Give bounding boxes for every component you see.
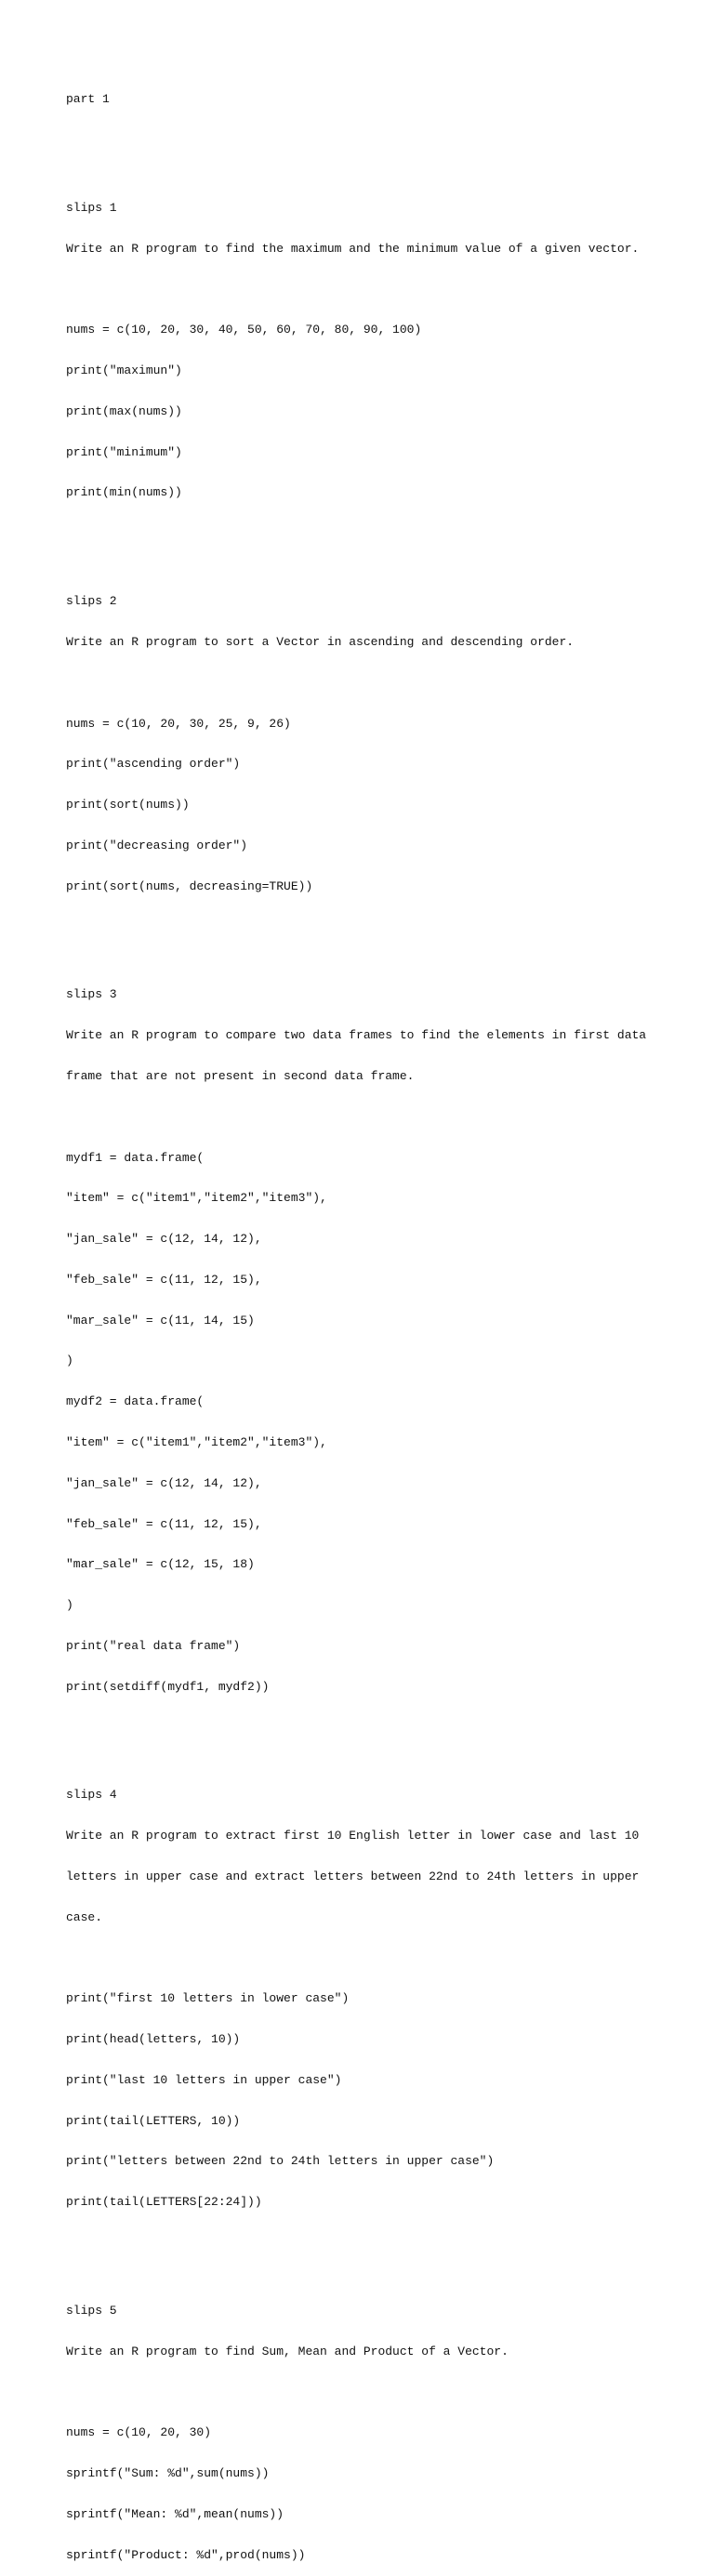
code-line: "jan_sale" = c(12, 14, 12), [66, 1475, 262, 1490]
code-line: print("first 10 letters in lower case") [66, 1991, 350, 2006]
question-line: letters in upper case and extract letters between 22nd to 24th letters in upper [66, 1869, 640, 1883]
spacer [66, 2237, 698, 2251]
spacer [66, 134, 698, 148]
code-line: print("real data frame") [66, 1638, 241, 1653]
code-line: ) [66, 1598, 73, 1613]
spacer [66, 677, 698, 691]
code-line: sprintf("Product: %d",prod(nums)) [66, 2547, 306, 2562]
code-line: print("ascending order") [66, 757, 241, 772]
question-line: Write an R program to extract first 10 English letter in lower case and last 10 [66, 1829, 640, 1843]
code-line: print(tail(LETTERS[22:24])) [66, 2195, 262, 2210]
code-line: print("minimum") [66, 444, 182, 459]
code-line: "feb_sale" = c(11, 12, 15), [66, 1516, 262, 1531]
question-line: case. [66, 1909, 103, 1924]
spacer [66, 527, 698, 541]
document-heading: part 1 [66, 92, 110, 107]
section-title: slips 5 [66, 2303, 117, 2318]
code-line: print(head(letters, 10)) [66, 2032, 241, 2047]
spacer [66, 1721, 698, 1735]
code-line: print(setdiff(mydf1, mydf2)) [66, 1679, 270, 1694]
question-line: Write an R program to compare two data frames to find the elements in first data [66, 1028, 647, 1043]
code-line: sprintf("Mean: %d",mean(nums)) [66, 2506, 284, 2521]
code-line: print(sort(nums)) [66, 798, 190, 812]
code-line: print(sort(nums, decreasing=TRUE)) [66, 878, 313, 893]
code-line: "mar_sale" = c(12, 15, 18) [66, 1557, 255, 1572]
code-line: "jan_sale" = c(12, 14, 12), [66, 1232, 262, 1247]
code-line: nums = c(10, 20, 30) [66, 2425, 212, 2440]
code-line: "feb_sale" = c(11, 12, 15), [66, 1272, 262, 1287]
question-line: Write an R program to sort a Vector in ascending and descending order. [66, 634, 575, 649]
code-line: print("maximun") [66, 363, 182, 378]
question-line: frame that are not present in second data frame. [66, 1068, 415, 1083]
section-title: slips 1 [66, 200, 117, 215]
question-line: Write an R program to find the maximum and the minimum value of a given vector. [66, 241, 640, 256]
code-line: sprintf("Sum: %d",sum(nums)) [66, 2466, 270, 2481]
code-line: mydf2 = data.frame( [66, 1394, 205, 1409]
code-line: print("letters between 22nd to 24th letters in upper case") [66, 2154, 495, 2169]
code-line: print("last 10 letters in upper case") [66, 2072, 342, 2087]
question-line: Write an R program to find Sum, Mean and Product of a Vector. [66, 2344, 509, 2358]
code-line: "item" = c("item1","item2","item3"), [66, 1191, 327, 1206]
section-title: slips 4 [66, 1788, 117, 1803]
code-line: print(min(nums)) [66, 485, 182, 500]
spacer [66, 920, 698, 934]
spacer [66, 1111, 698, 1125]
code-line: print(max(nums)) [66, 403, 182, 418]
code-line: nums = c(10, 20, 30, 25, 9, 26) [66, 716, 291, 731]
code-line: print("decreasing order") [66, 838, 248, 852]
section-title: slips 2 [66, 594, 117, 609]
code-line: "item" = c("item1","item2","item3"), [66, 1434, 327, 1449]
document-page [66, 66, 698, 2576]
spacer [66, 284, 698, 297]
code-line: "mar_sale" = c(11, 14, 15) [66, 1313, 255, 1328]
code-line: ) [66, 1354, 73, 1368]
code-line: print(tail(LETTERS, 10)) [66, 2113, 241, 2128]
code-line: nums = c(10, 20, 30, 40, 50, 60, 70, 80, 90, 100) [66, 323, 422, 337]
code-line: mydf1 = data.frame( [66, 1150, 205, 1165]
section-title: slips 3 [66, 987, 117, 1002]
spacer [66, 2386, 698, 2400]
spacer [66, 1952, 698, 1966]
